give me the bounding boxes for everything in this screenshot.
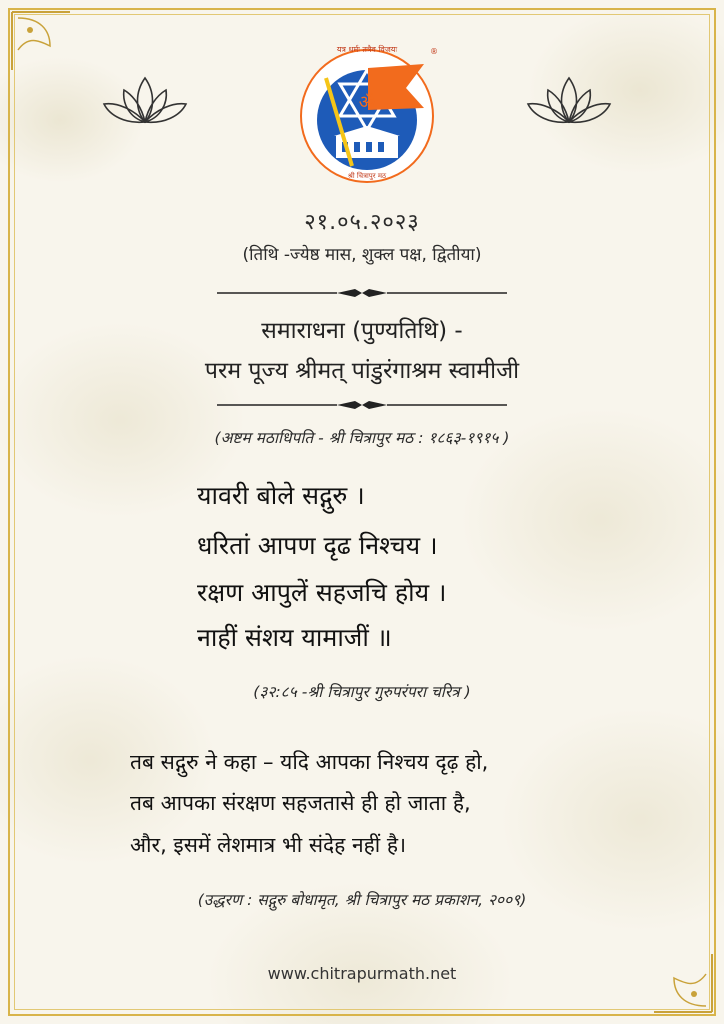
verse-line: धरितां आपण दृढ निश्चय । xyxy=(197,531,438,560)
subtitle-ashtam-mathadhipati: (अष्टम मठाधिपति - श्री चित्रापुर मठ : १८६३-१९१५ ) xyxy=(214,429,510,447)
svg-text:®: ® xyxy=(430,47,438,56)
svg-text:ॐ: ॐ xyxy=(358,92,376,113)
ornamental-divider-bottom xyxy=(217,398,507,412)
hindi-translation-line: तब आपका संरक्षण सहजतासे ही हो जाता है, xyxy=(130,791,471,815)
lotus-icon-left xyxy=(100,72,190,128)
event-title-line-2: परम पूज्य श्रीमत् पांडुरंगाश्रम स्वामीजी xyxy=(204,358,520,384)
hindi-translation-line: तब सद्गुरु ने कहा – यदि आपका निश्चय दृढ़ हो, xyxy=(130,750,489,774)
ornamental-divider-top xyxy=(217,286,507,300)
tithi-text: (तिथि -ज्येष्ठ मास, शुक्ल पक्ष, द्वितीया) xyxy=(242,245,482,265)
verse-line: नाहीं संशय यामाजीं ॥ xyxy=(197,623,392,652)
chitrapur-math-logo xyxy=(296,38,438,198)
verse-reference: (३२:८५ -श्री चित्रापुर गुरुपरंपरा चरित्र ) xyxy=(253,683,471,701)
corner-ornament-top-left xyxy=(10,10,80,80)
svg-text:यत्र धर्मः तत्रैव विजयः: यत्र धर्मः तत्रैव विजयः xyxy=(336,45,398,54)
hindi-translation-line: और, इसमें लेशमात्र भी संदेह नहीं है। xyxy=(130,833,407,857)
website-url: www.chitrapurmath.net xyxy=(267,964,457,983)
quotation-source: (उद्धरण : सद्गुरु बोधामृत, श्री चित्रापुर मठ प्रकाशन, २००९) xyxy=(197,891,527,909)
verse-line: यावरी बोले सद्गुरु । xyxy=(197,481,365,510)
lotus-icon-right xyxy=(524,72,614,128)
event-title-line-1: समाराधना (पुण्यतिथि) - xyxy=(261,318,463,344)
svg-text:श्री चित्रापुर मठ: श्री चित्रापुर मठ xyxy=(347,172,387,180)
verse-line: रक्षण आपुलें सहजचि होय । xyxy=(197,578,447,607)
event-date: २१.०५.२०२३ xyxy=(304,210,420,235)
